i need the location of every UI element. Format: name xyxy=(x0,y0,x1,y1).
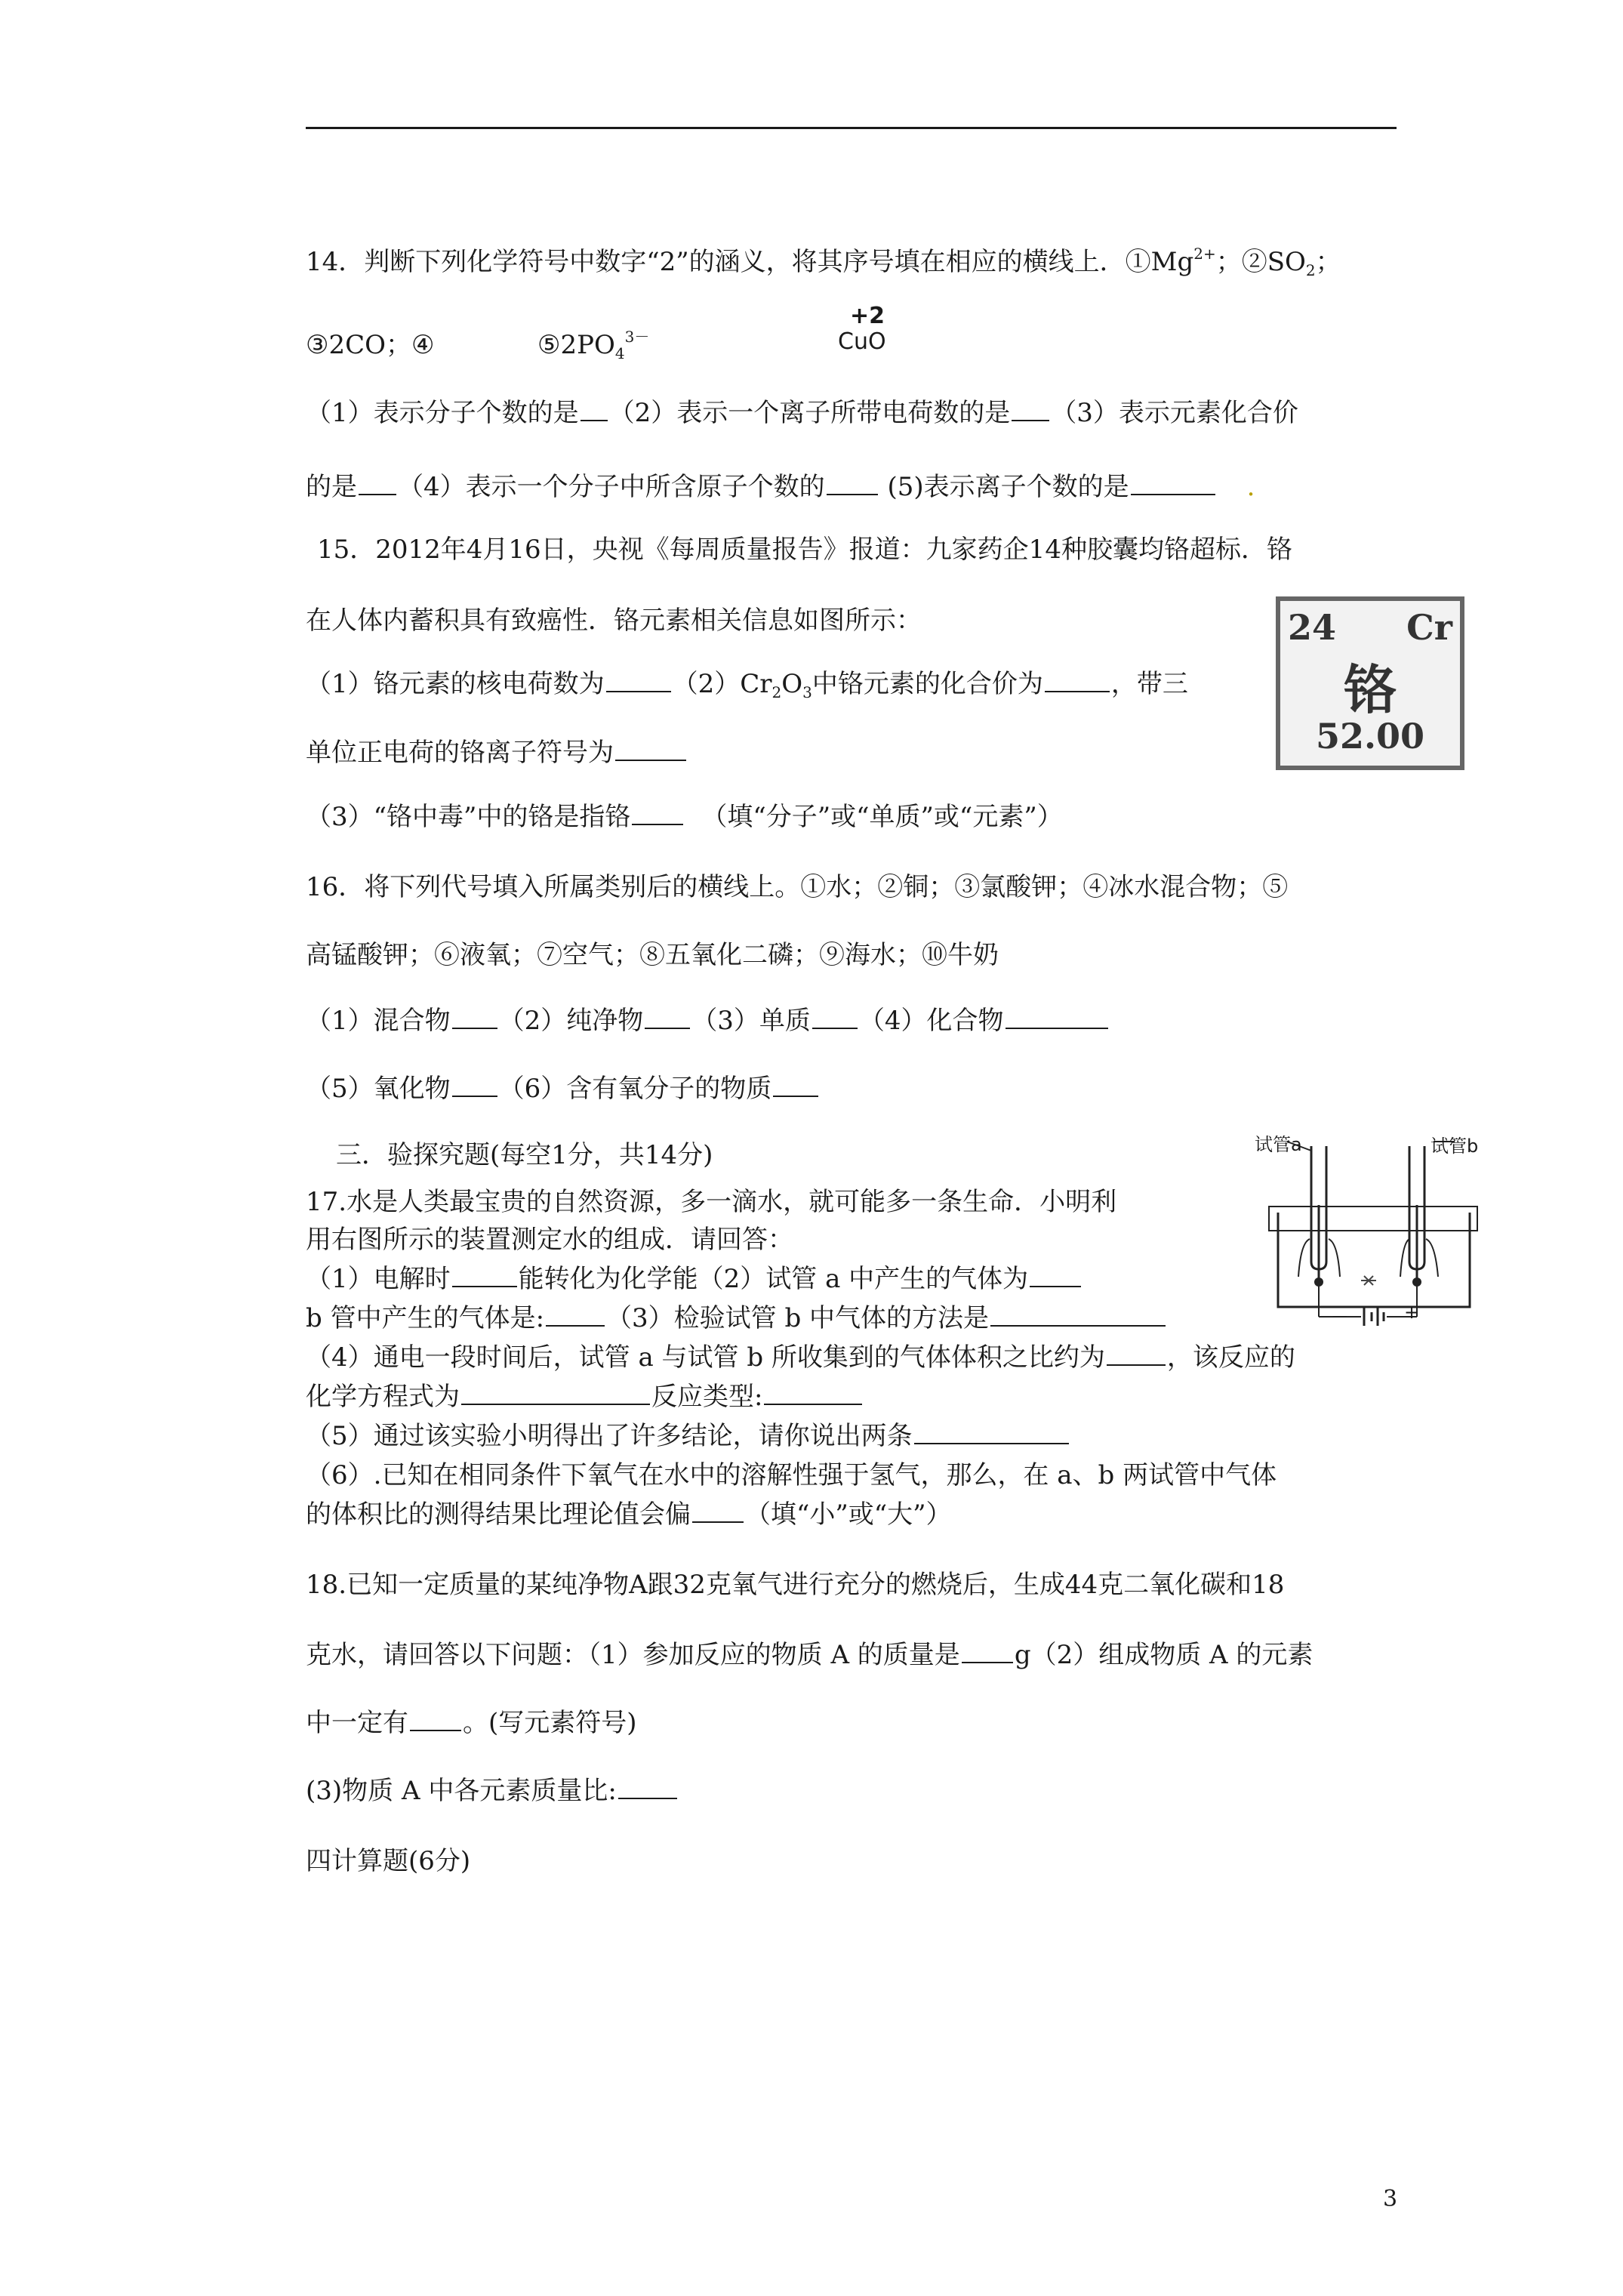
electrolysis-apparatus-diagram xyxy=(1264,1130,1483,1333)
tube-b-label: 试管b xyxy=(1431,1136,1479,1157)
q17-line-1: 17.水是人类最宝贵的自然资源，多一滴水，就可能多一条生命．小明利 xyxy=(306,1187,1117,1217)
q18-line-2: 克水，请回答以下问题：（1）参加反应的物质 A 的质量是 g（2）组成物质 A 的元素 xyxy=(306,1640,1313,1670)
q16-line-2: 高锰酸钾；⑥液氧；⑦空气；⑧五氧化二磷；⑨海水；⑩牛奶 xyxy=(306,940,999,970)
blank[interactable] xyxy=(615,740,686,761)
section-3-title: 三．验探究题(每空1分，共14分) xyxy=(336,1140,713,1170)
q15-line-2: 在人体内蓄积具有致癌性．铬元素相关信息如图所示： xyxy=(306,606,922,636)
blank[interactable] xyxy=(1006,1008,1108,1029)
q15-line-4: 单位正电荷的铬离子符号为 xyxy=(306,736,688,769)
blank[interactable] xyxy=(914,1423,1069,1444)
q14-line-2a: ③2CO；④ xyxy=(306,330,435,360)
blank[interactable] xyxy=(632,804,683,825)
q17-line-3: （1）电解时 能转化为化学能（2）试管 a 中产生的气体为 xyxy=(306,1262,1083,1296)
blank[interactable] xyxy=(1107,1345,1166,1366)
blank[interactable] xyxy=(827,474,878,495)
blank[interactable] xyxy=(773,1076,818,1097)
scan-speck: . xyxy=(1246,472,1255,502)
blank[interactable] xyxy=(1012,400,1049,421)
blank[interactable] xyxy=(618,1778,677,1799)
blank[interactable] xyxy=(692,1502,744,1523)
positive-terminal-label: + xyxy=(1404,1302,1420,1323)
blank[interactable] xyxy=(645,1008,690,1029)
element-name: 铬 xyxy=(1344,658,1397,721)
q18-line-1: 18.已知一定质量的某纯净物A跟32克氧气进行充分的燃烧后，生成44克二氧化碳和18 xyxy=(306,1570,1285,1600)
blank[interactable] xyxy=(452,1076,497,1097)
q17-line-4: b 管中产生的气体是: （3）检验试管 b 中气体的方法是 xyxy=(306,1302,1167,1335)
cuo-formula: +2 CuO xyxy=(838,303,886,355)
q17-line-6: 化学方程式为 反应类型: xyxy=(306,1380,864,1413)
q14-line-1: 14．判断下列化学符号中数字“2”的涵义，将其序号填在相应的横线上．$①Mg^{2+}$；$②SO_2$； xyxy=(306,245,1341,279)
blank[interactable] xyxy=(812,1008,858,1029)
blank[interactable] xyxy=(764,1384,862,1405)
q14-line-2b: $⑤2PO_4^{3-}$ xyxy=(537,328,650,362)
water-trough xyxy=(1278,1213,1470,1307)
q16-line-4: （5）氧化物 （6）含有氧分子的物质 xyxy=(306,1072,820,1105)
header-rule xyxy=(306,127,1397,129)
atomic-number: 24 xyxy=(1288,607,1337,648)
atomic-mass: 52.00 xyxy=(1315,716,1425,757)
blank[interactable] xyxy=(962,1642,1013,1663)
section-4-title: 四计算题(6分) xyxy=(306,1846,471,1876)
blank[interactable] xyxy=(461,1384,650,1405)
blank[interactable] xyxy=(359,474,396,495)
blank[interactable] xyxy=(1045,671,1110,692)
blank[interactable] xyxy=(1030,1266,1081,1287)
q17-line-5: （4）通电一段时间后，试管 a 与试管 b 所收集到的气体体积之比约为 ，该反应的 xyxy=(306,1342,1295,1373)
q17-line-2: 用右图所示的装置测定水的组成．请回答： xyxy=(306,1225,793,1255)
q17-line-7: （5）通过该实验小明得出了许多结论，请你说出两条 xyxy=(306,1419,1070,1453)
blank[interactable] xyxy=(990,1305,1166,1327)
q17-line-9: 的体积比的测得结果比理论值会偏 （填“小”或“大”） xyxy=(306,1499,952,1530)
blank[interactable] xyxy=(452,1008,497,1029)
blank[interactable] xyxy=(1131,474,1215,495)
negative-terminal-label: － xyxy=(1331,1306,1349,1327)
q16-line-3: （1）混合物 （2）纯净物 （3）单质 （4）化合物 xyxy=(306,1004,1110,1037)
blank[interactable] xyxy=(452,1266,517,1287)
q14-line-3: （1）表示分子个数的是 （2）表示一个离子所带电荷数的是 （3）表示元素化合价 xyxy=(306,398,1298,428)
chromium-element-card xyxy=(1276,596,1464,770)
q14-line-4: 的是 （4）表示一个分子中所含原子个数的 (5)表示离子个数的是 . xyxy=(306,472,1255,502)
q18-line-3: 中一定有 。(写元素符号) xyxy=(306,1708,637,1738)
page-number: 3 xyxy=(1383,2186,1398,2212)
q18-line-4: (3)物质 A 中各元素质量比: xyxy=(306,1774,679,1808)
tube-a-label: 试管a xyxy=(1255,1134,1302,1155)
q17-line-8: （6）.已知在相同条件下氧气在水中的溶解性强于氢气，那么，在 a、b 两试管中气体 xyxy=(306,1460,1277,1490)
q15-line-5: （3）“铬中毒”中的铬是指铬 （填“分子”或“单质”或“元素”） xyxy=(306,802,1063,832)
element-symbol: Cr xyxy=(1406,607,1452,648)
q15-line-3: （1）铬元素的核电荷数为 $(2)Cr_2O_3$中铬元素的化合价为 ，带三 xyxy=(306,669,1188,701)
blank[interactable] xyxy=(410,1710,461,1731)
q15-line-1: 15．2012年4月16日，央视《每周质量报告》报道：九家药企14种胶囊均铬超标．铬 xyxy=(317,535,1292,565)
q16-line-1: 16．将下列代号填入所属类别后的横线上。①水；②铜；③氯酸钾；④冰水混合物；⑤ xyxy=(306,872,1289,902)
blank[interactable] xyxy=(606,671,671,692)
blank[interactable] xyxy=(581,400,608,421)
blank[interactable] xyxy=(546,1305,605,1327)
